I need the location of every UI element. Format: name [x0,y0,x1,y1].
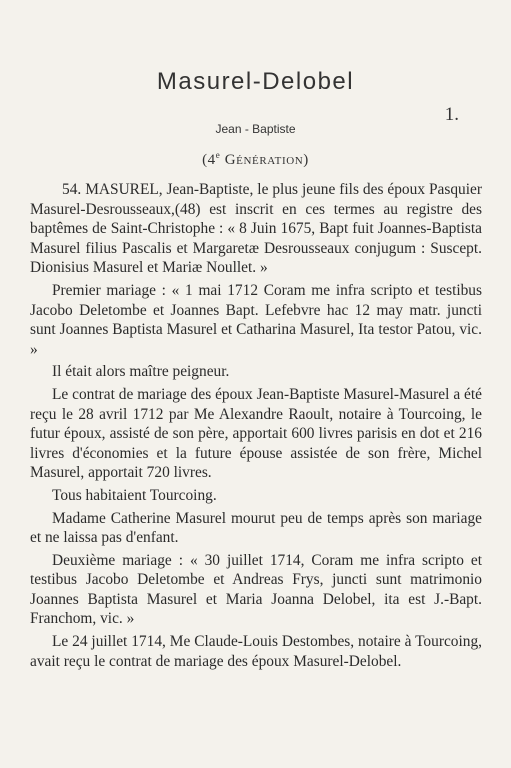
generation-heading [0,150,511,169]
paragraph-residence: Tous habitaient Tourcoing. [52,486,217,504]
paragraph-second-marriage: Deuxième mariage : « 30 juillet 1714, Coram me infra scripto et testibus Jacobo Deletombe et Andreas Frys, juncti sunt matrimonio Joannes Baptista Masurel et Maria Joanna Delobel, ita est J.-Bapt. Franchom, vic. » [30,551,482,628]
subtitle: Jean - Baptiste [215,122,296,136]
paragraph-marriage-contract: Le contrat de mariage des époux Jean-Baptiste Masurel-Masurel a été reçu le 28 avril 1712 par Me Alexandre Raoult, notaire à Tourcoing, le futur époux, assisté de son père, apportait 600 livres parisis en dot et 216 livres d'économies et la future épouse assistée de son frère, Michel Masurel, apportait 720 livres. [30,385,482,482]
page-number: 1. [444,104,459,125]
paragraph-first-marriage: Premier mariage : « 1 mai 1712 Coram me infra scripto et testibus Jacobo Deletombe et Joannes Bapt. Lefebvre hac 12 may matr. juncti sunt Joannes Baptista Masurel et Catharina Masurel, Ita testor Patou, vic. » [30,281,482,358]
paragraph-baptism: 54. MASUREL, Jean-Baptiste, le plus jeune fils des époux Pasquier Masurel-Desrousseaux,(48) est inscrit en ces termes au registre des baptêmes de Saint-Christophe : « 8 Juin 1675, Bapt fuit Joannes-Baptista Masurel filius Pascalis et Margaretæ Desrousseaux conjugum : Suscept. Dionisius Masurel et Mariæ Noullet. » [30,181,482,277]
generation-superscript: e [215,150,221,160]
paragraph-second-contract: Le 24 juillet 1714, Me Claude-Louis Destombes, notaire à Tourcoing, avait reçu le contrat de mariage des époux Masurel-Delobel. [30,633,482,670]
generation-word: Génération [224,152,304,168]
paragraph-death: Madame Catherine Masurel mourut peu de temps après son mariage et ne laissa pas d'enfant. [30,509,482,547]
generation-close: ) [303,152,309,168]
generation-open: (4 [202,152,216,168]
paragraph-occupation: Il était alors maître peigneur. [52,363,230,381]
body-text [30,180,482,674]
page-title: Masurel-Delobel [156,68,355,95]
